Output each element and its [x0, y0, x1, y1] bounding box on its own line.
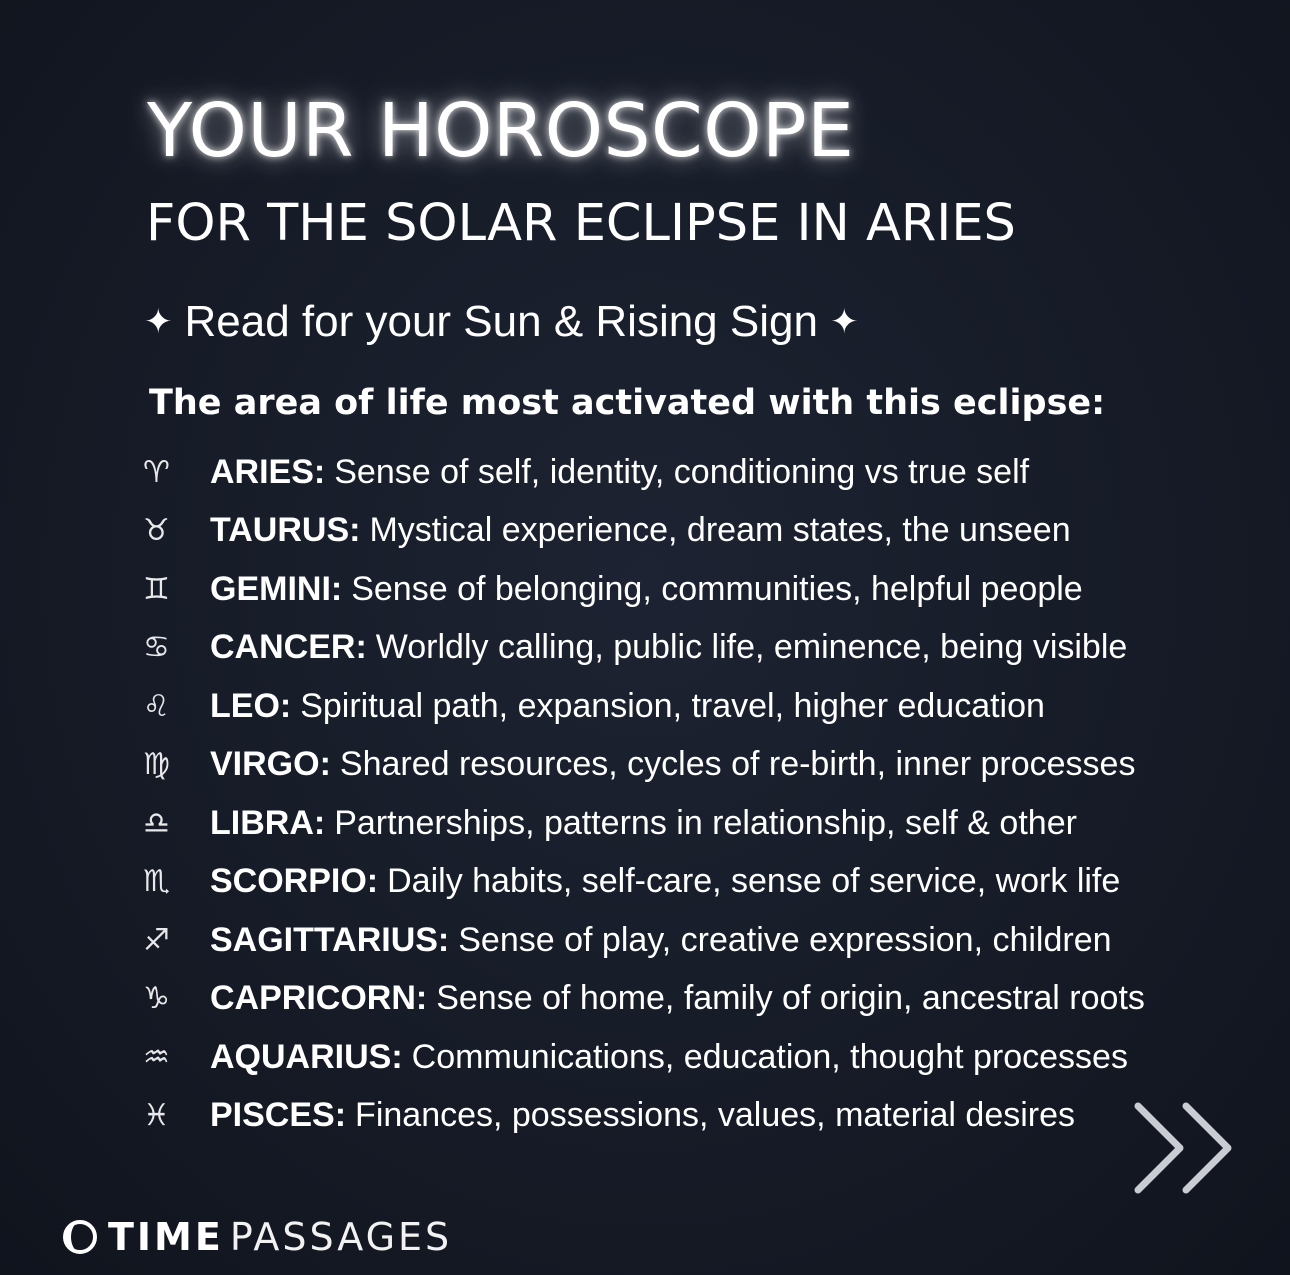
zodiac-sign-list: [143, 443, 1145, 1145]
sagittarius-icon: ♐: [143, 922, 170, 958]
sign-row-virgo: [143, 736, 1145, 795]
sign-description: Shared resources, cycles of re-birth, inner processes: [339, 745, 1136, 784]
sign-row-aries: [143, 443, 1145, 502]
sign-name: VIRGO:: [210, 745, 331, 784]
brand-logo: [62, 1212, 452, 1262]
intro-heading: The area of life most activated with this eclipse:: [149, 383, 1106, 423]
sign-row-sagittarius: [143, 911, 1145, 970]
sign-description: Finances, possessions, values, material desires: [355, 1096, 1076, 1135]
scorpio-icon: ♏: [143, 864, 170, 900]
sign-name: ARIES:: [210, 452, 326, 491]
sparkle-icon: ✦: [829, 303, 859, 341]
capricorn-icon: ♑: [143, 981, 170, 1017]
sign-description: Partnerships, patterns in relationship, self & other: [334, 803, 1077, 842]
sign-name: LIBRA:: [210, 803, 326, 842]
sign-description: Daily habits, self-care, sense of service, work life: [387, 862, 1121, 901]
sign-description: Mystical experience, dream states, the unseen: [369, 511, 1071, 550]
sign-row-cancer: [143, 619, 1145, 678]
leo-icon: ♌: [143, 688, 170, 724]
taurus-icon: ♉: [143, 513, 170, 549]
crescent-moon-icon: [62, 1219, 98, 1255]
sign-row-aquarius: [143, 1028, 1145, 1087]
sign-name: CANCER:: [210, 628, 367, 667]
chevron-right-icon: [1186, 1106, 1228, 1190]
libra-icon: ♎: [143, 805, 170, 841]
next-arrow-icon[interactable]: [1130, 1100, 1240, 1196]
instruction-line: [144, 294, 858, 350]
sign-description: Sense of play, creative expression, children: [458, 920, 1112, 959]
instruction-text: Read for your Sun & Rising Sign: [184, 297, 818, 346]
sign-name: GEMINI:: [210, 569, 343, 608]
sign-name: PISCES:: [210, 1096, 347, 1135]
sparkle-icon: ✦: [144, 303, 173, 341]
aquarius-icon: ♒: [143, 1039, 170, 1075]
sign-name: LEO:: [210, 686, 292, 725]
sign-description: Sense of home, family of origin, ancestral roots: [436, 979, 1145, 1018]
sign-row-capricorn: [143, 970, 1145, 1029]
cancer-icon: ♋: [143, 630, 170, 666]
virgo-icon: ♍: [143, 747, 170, 783]
sign-name: TAURUS:: [210, 511, 361, 550]
sign-name: SCORPIO:: [210, 862, 379, 901]
sign-name: CAPRICORN:: [210, 979, 428, 1018]
sign-description: Spiritual path, expansion, travel, higher education: [300, 686, 1045, 725]
brand-name-bold: TIME: [108, 1215, 224, 1259]
chevron-right-icon: [1138, 1106, 1180, 1190]
aries-icon: ♈: [143, 454, 170, 490]
brand-name-light: PASSAGES: [229, 1215, 453, 1259]
sign-row-gemini: [143, 560, 1145, 619]
sign-row-libra: [143, 794, 1145, 853]
page-title: YOUR HOROSCOPE: [147, 88, 855, 174]
sign-description: Sense of belonging, communities, helpful people: [351, 569, 1083, 608]
sign-description: Communications, education, thought processes: [411, 1037, 1128, 1076]
sign-description: Worldly calling, public life, eminence, being visible: [375, 628, 1128, 667]
sign-row-scorpio: [143, 853, 1145, 912]
sign-row-pisces: [143, 1087, 1145, 1146]
sign-row-taurus: [143, 502, 1145, 561]
sign-name: AQUARIUS:: [210, 1037, 403, 1076]
sign-row-leo: [143, 677, 1145, 736]
pisces-icon: ♓: [143, 1098, 170, 1134]
gemini-icon: ♊: [143, 571, 170, 607]
sign-description: Sense of self, identity, conditioning vs true self: [334, 452, 1030, 491]
page-subtitle: FOR THE SOLAR ECLIPSE IN ARIES: [146, 194, 1016, 253]
sign-name: SAGITTARIUS:: [210, 920, 450, 959]
